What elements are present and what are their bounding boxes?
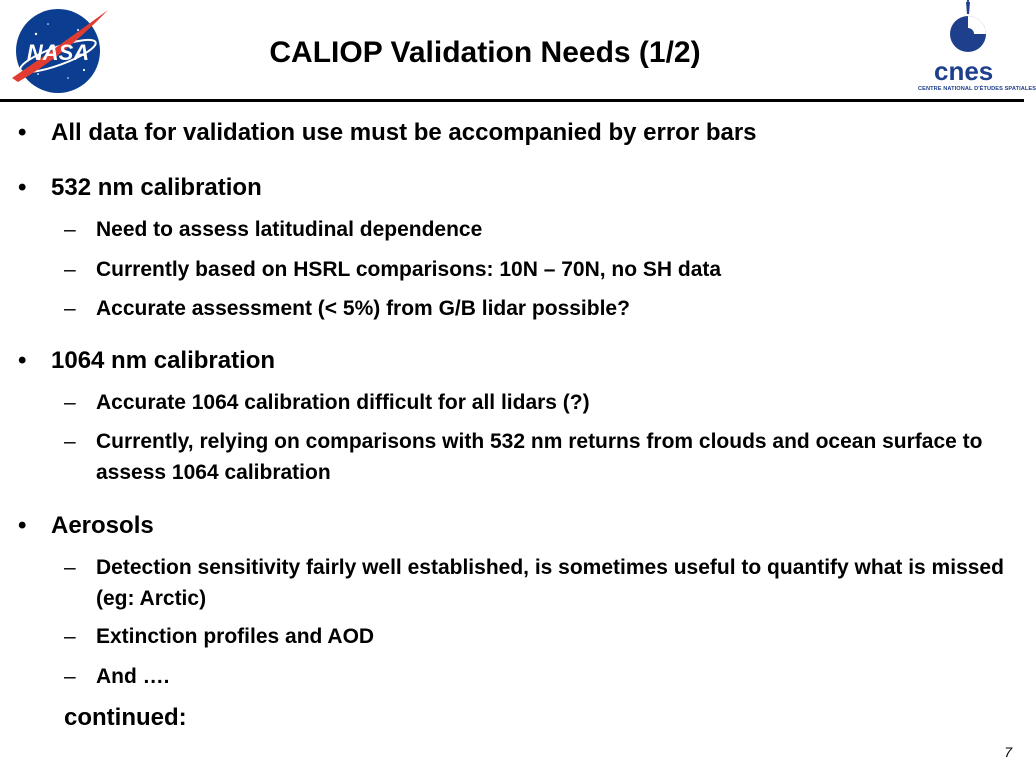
- bullet-marker: •: [18, 512, 27, 539]
- bullet-text: 532 nm calibration: [51, 174, 262, 201]
- slide-title: CALIOP Validation Needs (1/2): [269, 36, 701, 69]
- sub-bullet-marker: –: [64, 391, 76, 414]
- header-divider: [0, 99, 1024, 102]
- sub-bullet-marker: –: [64, 258, 76, 281]
- slide-header: [0, 0, 1036, 100]
- sub-bullet-item: [64, 387, 1019, 418]
- cnes-logo-tagline: CENTRE NATIONAL D'ÉTUDES SPATIALES: [918, 86, 1036, 92]
- nasa-logo-text: NASA: [26, 40, 90, 65]
- sub-bullet-item: [64, 426, 1019, 488]
- sub-bullet-marker: –: [64, 665, 76, 688]
- sub-bullet-text: Extinction profiles and AOD: [96, 625, 375, 648]
- bullet-text: Aerosols: [51, 512, 154, 539]
- sub-bullet-item: [64, 293, 1019, 324]
- sub-bullet-text: Need to assess latitudinal dependence: [96, 218, 483, 241]
- sub-bullet-item: [64, 254, 1019, 285]
- sub-bullet-item: [64, 621, 1019, 652]
- sub-bullet-marker: –: [64, 297, 76, 320]
- bullet-text: All data for validation use must be accompanied by error bars: [51, 119, 757, 146]
- sub-bullet-marker: –: [64, 556, 76, 579]
- sub-bullet-item: [64, 214, 1019, 245]
- bullet-marker: •: [18, 347, 27, 374]
- sub-bullet-marker: –: [64, 430, 76, 453]
- sub-bullet-item: [64, 552, 1019, 614]
- sub-bullet-marker: –: [64, 218, 76, 241]
- sub-bullet-text: Currently, relying on comparisons with 532 nm returns from clouds and ocean surface to assess 1064 calibration: [96, 430, 983, 484]
- sub-bullet-text: Detection sensitivity fairly well established, is sometimes useful to quantify what is missed (eg: Arctic): [96, 556, 1004, 610]
- continued-label: continued:: [64, 704, 187, 731]
- sub-bullet-marker: –: [64, 625, 76, 648]
- sub-bullet-text: Accurate 1064 calibration difficult for all lidars (?): [96, 391, 590, 414]
- cnes-logo-text: cnes: [934, 56, 994, 86]
- bullet-marker: •: [18, 174, 27, 201]
- sub-bullet-text: Currently based on HSRL comparisons: 10N – 70N, no SH data: [96, 258, 722, 281]
- sub-bullet-text: Accurate assessment (< 5%) from G/B lidar possible?: [96, 297, 630, 320]
- sub-bullet-item: [64, 661, 1019, 692]
- sub-bullet-text: And ….: [96, 665, 170, 688]
- page-number: 7: [1004, 744, 1012, 760]
- bullet-text: 1064 nm calibration: [51, 347, 276, 374]
- bullet-marker: •: [18, 119, 27, 146]
